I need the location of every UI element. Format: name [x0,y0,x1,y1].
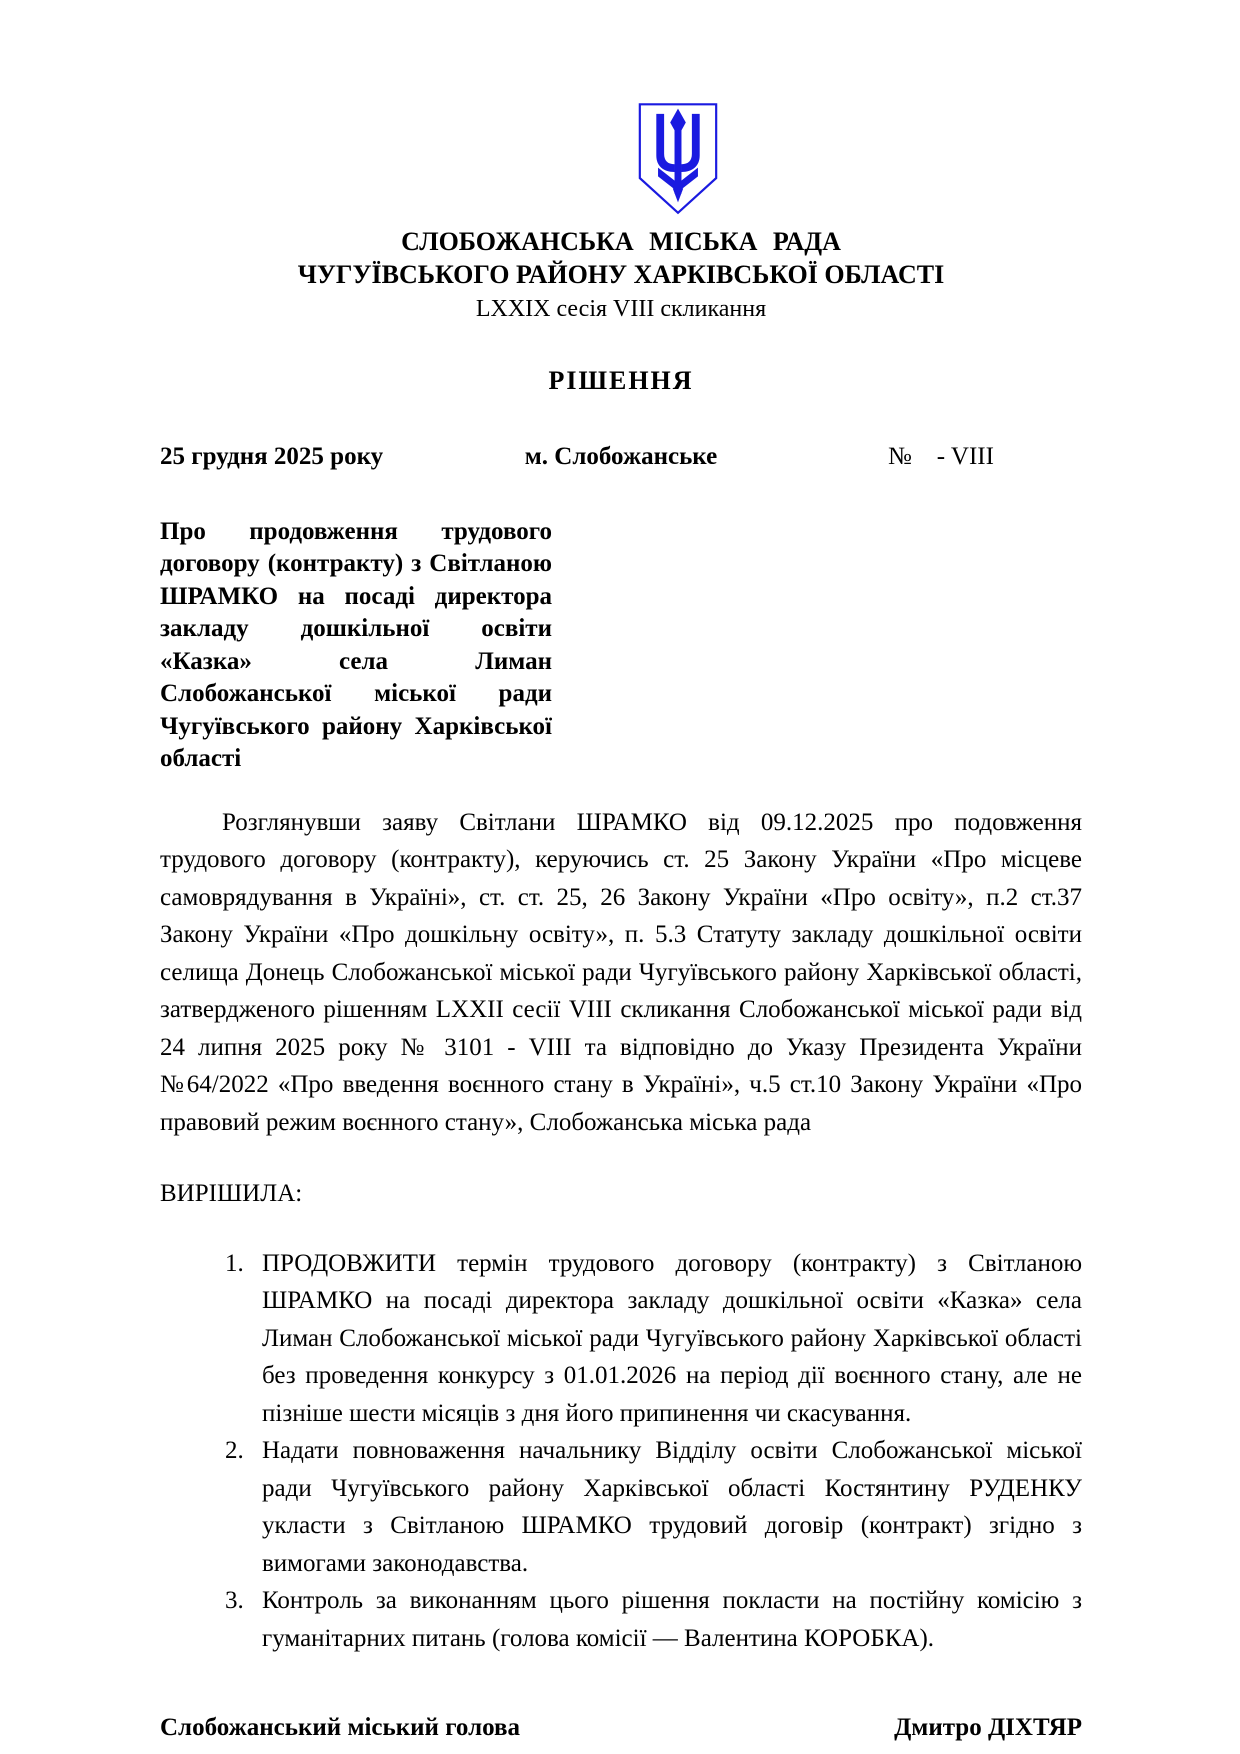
list-item-text: ПРОДОВЖИТИ термін трудового договору (контракту) з Світланою ШРАМКО на посаді директора закладу дошкільної освіти «Казка» села Лиман Слобожанської міської ради Чугуївського району Харківської області без проведення конкурсу з 01.01.2026 на період дії воєнного стану, але не пізніше шести місяців з дня його припинення чи скасування. [262,1249,1082,1427]
signer-position: Слобожанський міський голова [160,1714,520,1742]
signer-name: Дмитро ДІХТЯР [894,1714,1082,1742]
decision-date: 25 грудня 2025 року [160,443,384,471]
district-region-name: ЧУГУЇВСЬКОГО РАЙОНУ ХАРКІВСЬКОЇ ОБЛАСТІ [297,259,945,289]
session-line: LXXIX сесія VIII скликання [475,296,767,322]
council-name: СЛОБОЖАНСЬКА МІСЬКА РАДА [401,227,841,256]
list-item-number: 2. [225,1437,244,1465]
document-title: РІШЕННЯ [548,366,694,396]
preamble-paragraph: Розглянувши заяву Світлани ШРАМКО від 09.12.2025 про подовження трудового договору (контракту), керуючись ст. 25 Закону України «Про місцеве самоврядування в Україні», ст. ст. 25, 26 Закону України «Про освіту», п.2 ст.37 Закону України «Про дошкільну освіту», п. 5.3 Статуту закладу дошкільної освіти селища Донець Слобожанської міської ради Чугуївського району Харківської області, затвердженого рішенням LXXII сесії VIII скликання Слобожанської міської ради від 24 липня 2025 року № 3101 - VIII та відповідно до Указу Президента України №64/2022 «Про введення воєнного стану в Україні», ч.5 ст.10 Закону України «Про правовий режим воєнного стану», Слобожанська міська рада [160,808,1082,1136]
decision-subject: Про продовження трудового договору (контракту) з Світланою ШРАМКО на посаді директора закладу дошкільної освіти «Казка» села Лиман Слобожанської міської ради Чугуївського району Харківської області [160,517,552,773]
list-item-text: Контроль за виконанням цього рішення покласти на постійну комісію з гуманітарних питань (голова комісії — Валентина КОРОБКА). [262,1587,1082,1652]
list-item-number: 1. [225,1249,244,1277]
list-item [225,1245,1082,1433]
list-item-text: Надати повноваження начальнику Відділу освіти Слобожанської міської ради Чугуївського району Харківської області Костянтину РУДЕНКУ укласти з Світланою ШРАМКО трудовий договір (контракт) згідно з вимогами законодавства. [262,1437,1082,1577]
list-item-number: 3. [225,1587,244,1615]
list-item [225,1582,1082,1657]
signature-row [160,1709,1082,1747]
resolved-label: ВИРІШИЛА: [160,1180,303,1208]
decision-number: № - VIII [887,443,994,471]
emblem-container [160,100,1082,218]
list-item [225,1432,1082,1582]
resolution-list [160,1245,1082,1658]
decision-place: м. Слобожанське [524,443,718,471]
ukraine-trident-emblem-icon [634,100,722,218]
meta-row [160,438,1082,476]
